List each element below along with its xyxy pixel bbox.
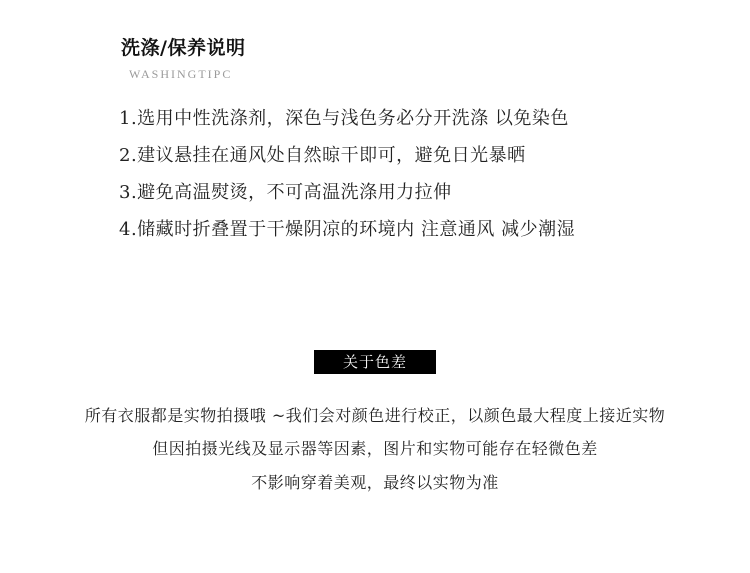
color-note-line: 所有衣服都是实物拍摄哦 ~我们会对颜色进行校正，以颜色最大程度上接近实物 <box>84 406 666 425</box>
section-title: 洗涤/保养说明 <box>121 37 246 59</box>
care-tip-item: 2.建议悬挂在通风处自然晾干即可，避免日光暴晒 <box>119 145 526 166</box>
care-tip-item: 4.储藏时折叠置于干燥阴凉的环境内 注意通风 减少潮湿 <box>119 219 576 240</box>
care-tip-item: 3.避免高温熨烫，不可高温洗涤用力拉伸 <box>119 182 452 203</box>
care-tips-list <box>119 105 575 253</box>
care-tip-item: 1.选用中性洗涤剂，深色与浅色务必分开洗涤 以免染色 <box>119 108 569 129</box>
color-note-line: 不影响穿着美观，最终以实物为准 <box>251 473 499 492</box>
color-note-line: 但因拍摄光线及显示器等因素，图片和实物可能存在轻微色差 <box>152 439 598 458</box>
color-difference-badge: 关于色差 <box>314 350 436 374</box>
section-subtitle: WASHINGTIPC <box>129 67 233 81</box>
